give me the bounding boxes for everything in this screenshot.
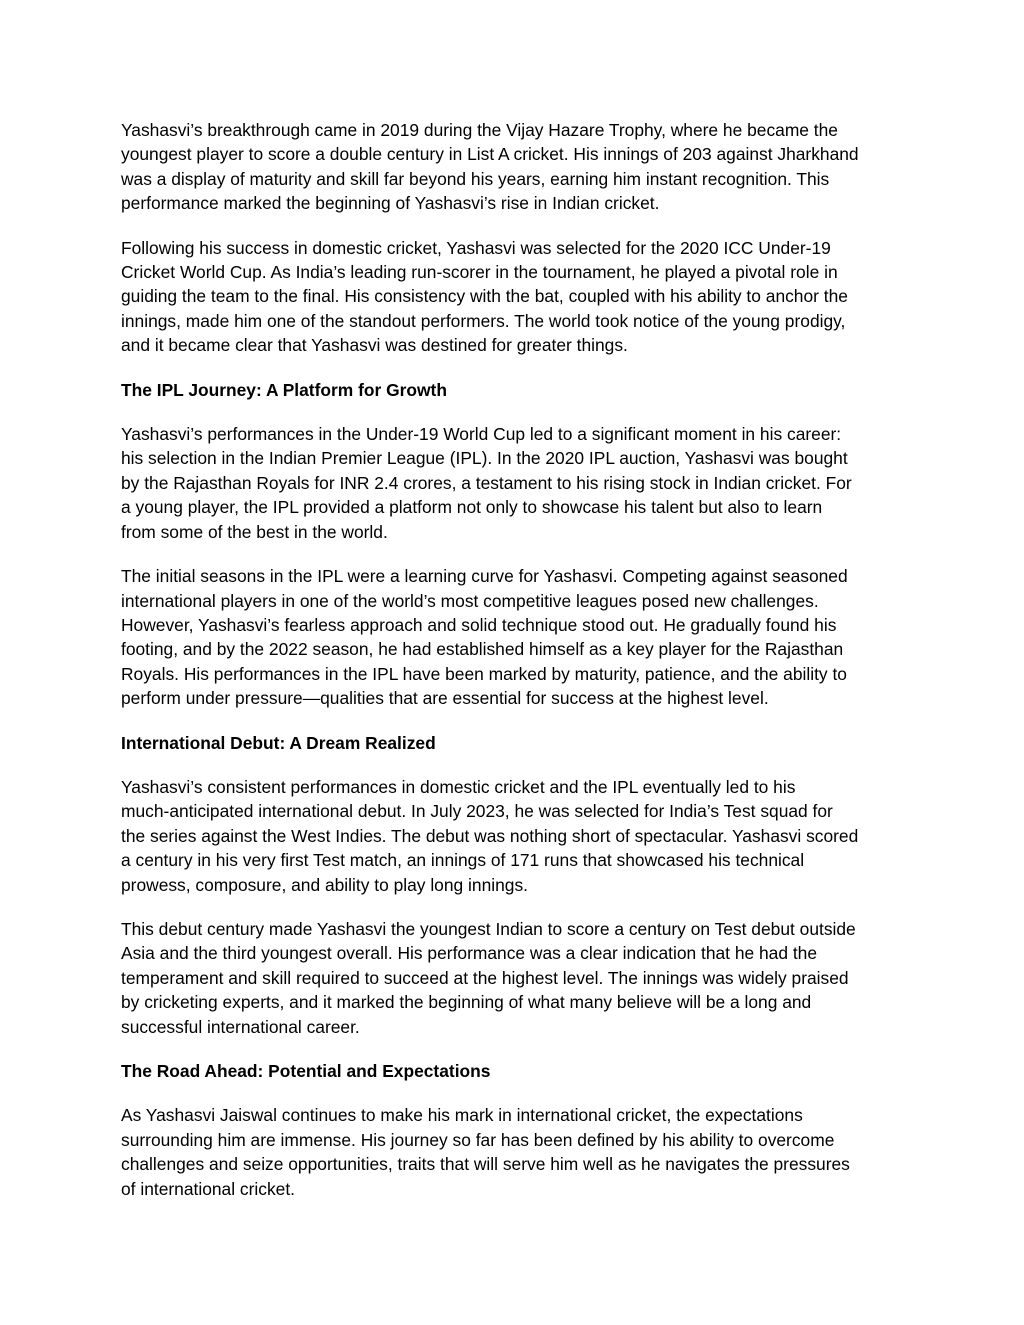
section-heading-ipl-journey: The IPL Journey: A Platform for Growth bbox=[121, 379, 447, 400]
paragraph-breakthrough: Yashasvi’s breakthrough came in 2019 during the Vijay Hazare Trophy, where he became the youngest player to score a double century in List A cricket. His innings of 203 against Jharkhand was a display of maturity and skill far beyond his years, earning him instant recognition. This performance marked the beginning of Yashasvi’s rise in Indian cricket. bbox=[121, 120, 859, 214]
paragraph-under19-world-cup: Following his success in domestic cricket, Yashasvi was selected for the 2020 ICC Under-19 Cricket World Cup. As India’s leading run-scorer in the tournament, he played a pivotal role in guiding the team to the final. His consistency with the bat, coupled with his ability to anchor the innings, made him one of the standout performers. The world took notice of the young prodigy, and it became clear that Yashasvi was destined for greater things. bbox=[121, 237, 848, 356]
paragraph-debut-century: This debut century made Yashasvi the youngest Indian to score a century on Test debut outside Asia and the third youngest overall. His performance was a clear indication that he had the temperament and skill required to succeed at the highest level. The innings was widely praised by cricketing experts, and it marked the beginning of what many believe will be a long and successful international career. bbox=[121, 918, 856, 1037]
document-page bbox=[121, 118, 911, 1221]
paragraph-test-debut: Yashasvi’s consistent performances in domestic cricket and the IPL eventually led to his much-anticipated international debut. In July 2023, he was selected for India’s Test squad for the series against the West Indies. The debut was nothing short of spectacular. Yashasvi scored a century in his very first Test match, an innings of 171 runs that showcased his technical prowess, composure, and ability to play long innings. bbox=[121, 776, 859, 895]
paragraph-ipl-seasons: The initial seasons in the IPL were a learning curve for Yashasvi. Competing against seasoned international players in one of the world’s most competitive leagues posed new challenges. However, Yashasvi’s fearless approach and solid technique stood out. He gradually found his footing, and by the 2022 season, he had established himself as a key player for the Rajasthan Royals. His performances in the IPL have been marked by maturity, patience, and the ability to perform under pressure—qualities that are essential for success at the highest level. bbox=[121, 566, 848, 709]
section-heading-road-ahead: The Road Ahead: Potential and Expectations bbox=[121, 1061, 491, 1081]
paragraph-ipl-selection: Yashasvi’s performances in the Under-19 World Cup led to a significant moment in his career: his selection in the Indian Premier League (IPL). In the 2020 IPL auction, Yashasvi was bought by the Rajasthan Royals for INR 2.4 crores, a testament to his rising stock in Indian cricket. For a young player, the IPL provided a platform not only to showcase his talent but also to learn from some of the best in the world. bbox=[121, 424, 852, 542]
section-heading-international-debut: International Debut: A Dream Realized bbox=[121, 732, 436, 753]
paragraph-expectations: As Yashasvi Jaiswal continues to make his mark in international cricket, the expectations surrounding him are immense. His journey so far has been defined by his ability to overcome challenges and seize opportunities, traits that will serve him well as he navigates the pressures of international cricket. bbox=[121, 1105, 850, 1199]
